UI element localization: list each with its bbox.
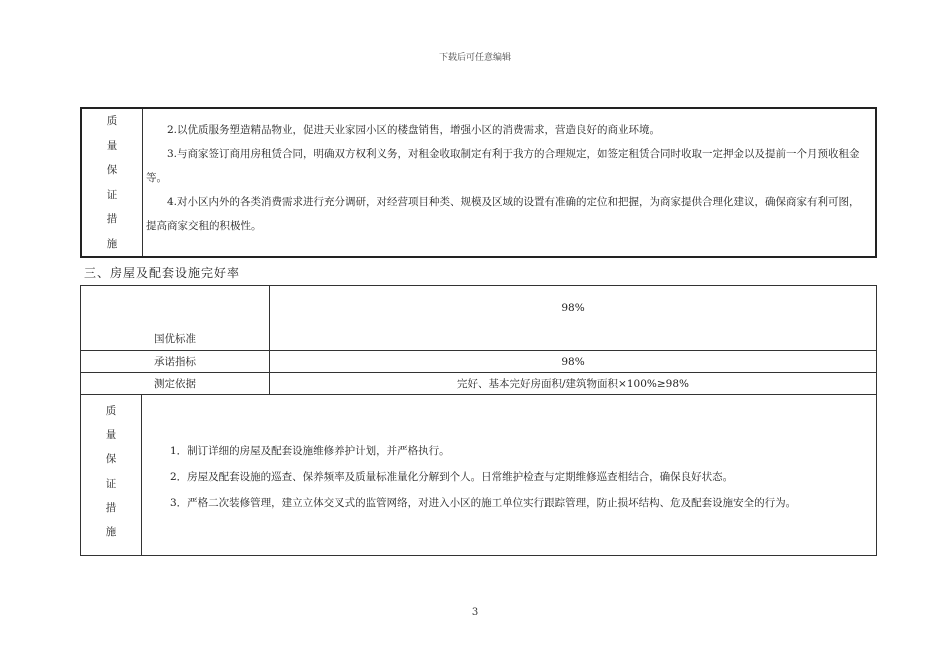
housing-facilities-table [80, 285, 877, 556]
page-number: 3 [471, 607, 479, 618]
section-heading: 三、房屋及配套设施完好率 [84, 266, 241, 280]
measure-paragraph: 4.对小区内外的各类消费需求进行充分调研，对经营项目种类、规模及区域的设置有准确的定位和把握，为商家提供合理化建议，确保商家有利可图，提高商家交租的积极性。 [146, 196, 860, 232]
row-value: 98% [270, 286, 877, 351]
measures-vertical-label: 质 量 保 证 措 施 [105, 405, 117, 539]
measure-paragraph: 3.与商家签订商用房租赁合同，明确双方权利义务，对租金收取制定有利于我方的合理规定，如签定租赁合同时收取一定押金以及提前一个月预收租金等。 [146, 148, 860, 184]
measures-inner-layout [81, 395, 876, 555]
measures-label-cell [81, 108, 143, 257]
measure-paragraph: 1．制订详细的房屋及配套设施维修养护计划，并严格执行。 [170, 445, 450, 457]
table-row [81, 395, 877, 556]
measures-vertical-label: 质 量 保 证 措 施 [106, 115, 118, 250]
table-row [81, 351, 877, 373]
measure-paragraph: 2.以优质服务塑造精品物业，促进天业家园小区的楼盘销售，增强小区的消费需求，营造良好的商业环境。 [167, 124, 661, 136]
page-header: 下载后可任意编辑 [438, 53, 511, 63]
measure-paragraph: 3．严格二次装修管理，建立立体交叉式的监管网络，对进入小区的施工单位实行跟踪管理，防止损坏结构、危及配套设施安全的行为。 [170, 497, 797, 509]
row-label: 测定依据 [81, 373, 270, 395]
measures-content-cell [143, 108, 877, 257]
quality-measures-table-1 [80, 107, 877, 258]
row-label: 国优标准 [81, 286, 270, 351]
measure-paragraph: 2．房屋及配套设施的巡查、保养频率及质量标准量化分解到个人。日常维护检查与定期维修巡查相结合，确保良好状态。 [170, 471, 734, 483]
row-value: 98% [270, 351, 877, 373]
measures-content-cell [142, 395, 877, 555]
row-label: 承诺指标 [81, 351, 270, 373]
table-row [81, 286, 877, 351]
row-value: 完好、基本完好房面积/建筑物面积×100%≥98% [270, 373, 877, 395]
measures-label-cell [81, 395, 142, 555]
table-row [81, 373, 877, 395]
measures-row-cell [81, 395, 877, 556]
